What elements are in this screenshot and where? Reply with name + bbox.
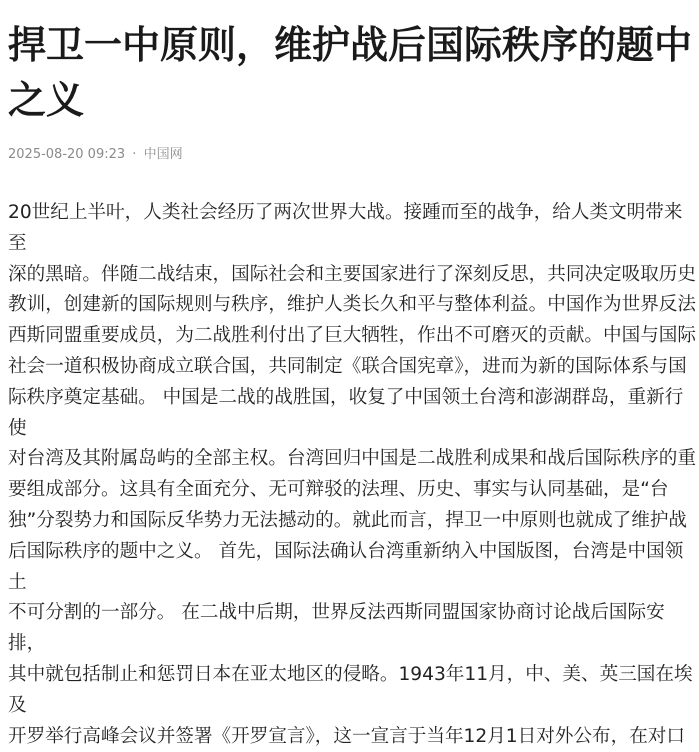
article-meta [8,145,183,165]
article-body: 20世纪上半叶，人类社会经历了两次世界大战。接踵而至的战争，给人类文明带来至 深的黑暗。伴随二战结束，国际社会和主要国家进行了深刻反思，共同决定吸取历史 教训，创建新的国际规则与秩序，维护人类长久和平与整体利益。中国作为世界反法 西斯同盟重要成员，为二战胜利付出了巨大牺牲，作出不可磨灭的贡献。中国与国际 社会一道积极协商成立联合国，共同制定《联合国宪章》，进而为新的国际体系与国 际秩序奠定基础。 中国是二战的战胜国，收复了中国领土台湾和澎湖群岛，重新行使 对台湾及其附属岛屿的全部主权。台湾回归中国是二战胜利成果和战后国际秩序的重 要组成部分。这具有全面充分、无可辩驳的法理、历史、事实与认同基础，是“台 独”分裂势力和国际反华势力无法撼动的。就此而言，捍卫一中原则也就成了维护战 后国际秩序的题中之义。 首先，国际法确认台湾重新纳入中国版图，台湾是中国领土 不可分割的一部分。 在二战中后期，世界反法西斯同盟国家协商讨论战后国际安排， 其中就包括制止和惩罚日本在亚太地区的侵略。1943年11月，中、美、英三国在埃及 开罗举行高峰会议并签署《开罗宣言》，这一宣言于当年12月1日对外公布，在对口 [8,202,696,747]
article-source: 中国网 [143,147,183,162]
publish-date: 2025-08-20 09:23 [8,147,126,162]
meta-separator: · [132,147,137,162]
article-title: 捍卫一中原则，维护战后国际秩序的题中 之义 [8,23,693,122]
